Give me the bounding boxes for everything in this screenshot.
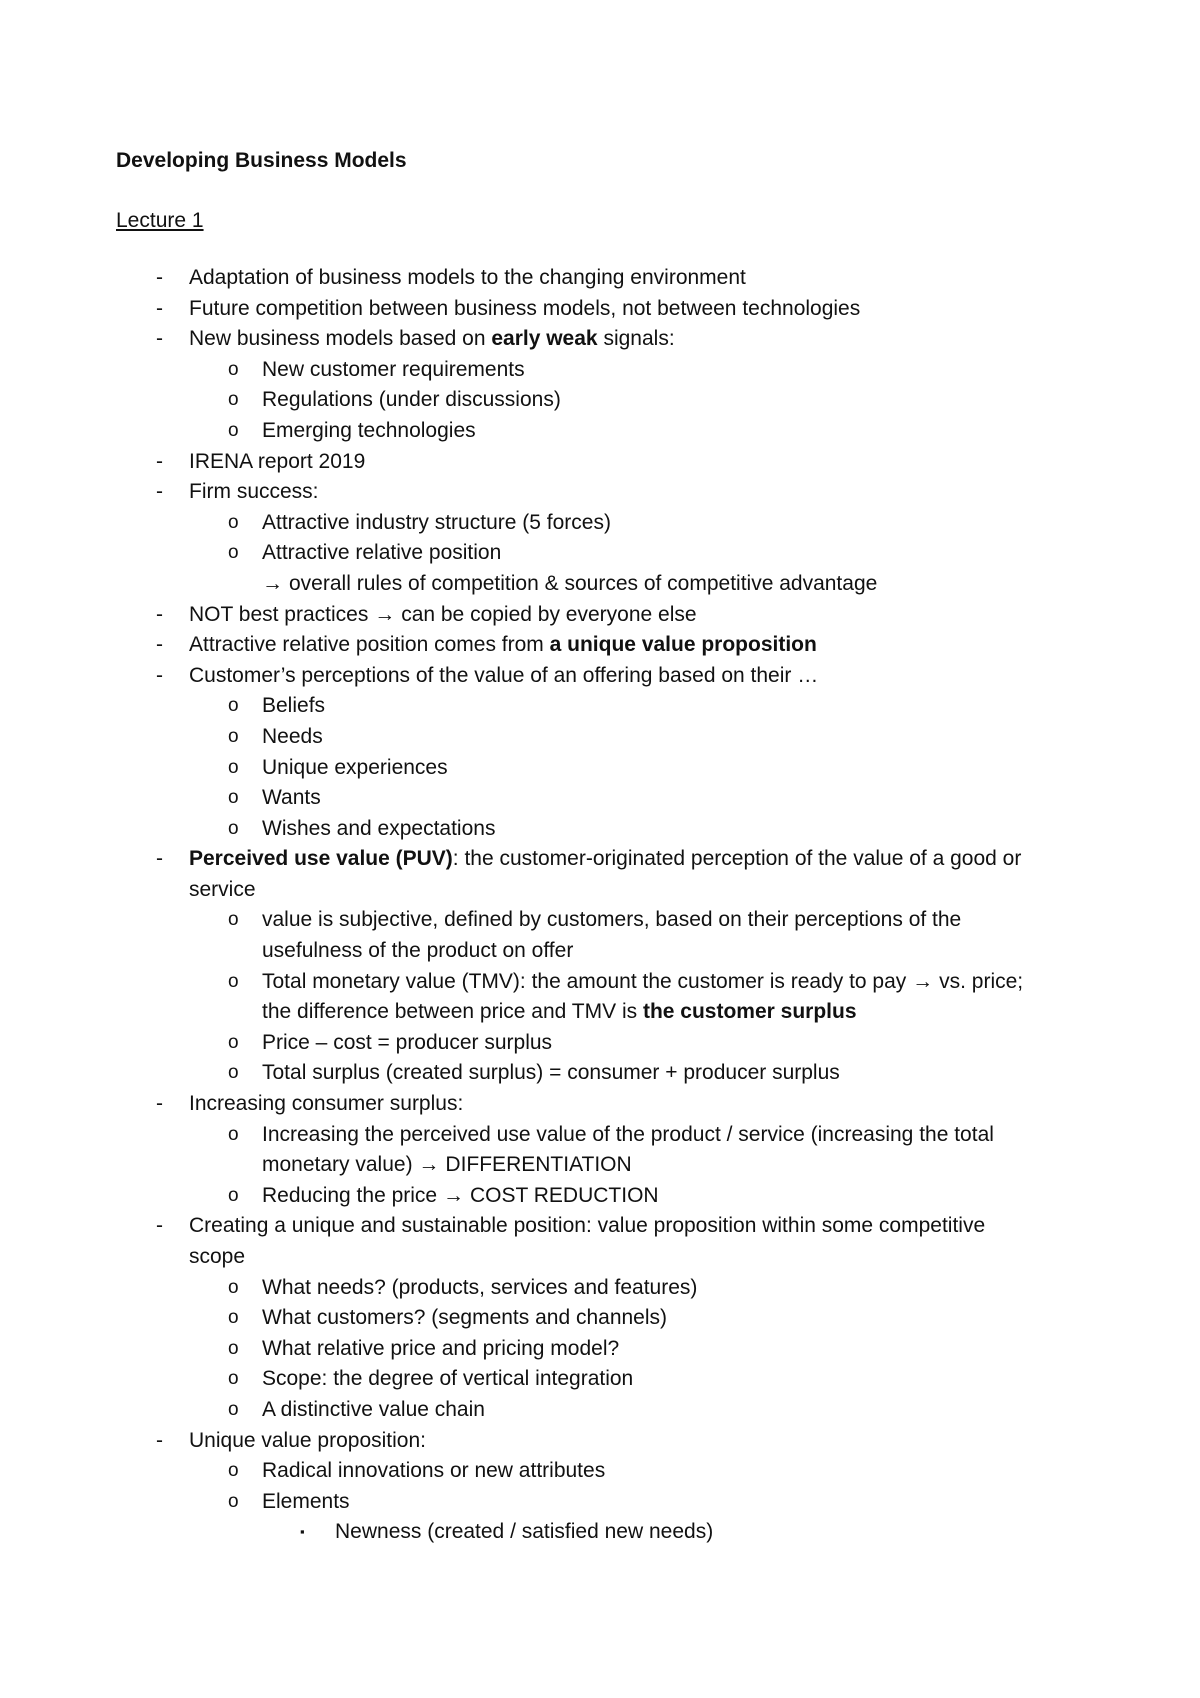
bullet-marker: o <box>228 695 239 717</box>
text-run: Emerging technologies <box>262 418 476 442</box>
note-text <box>262 1303 667 1334</box>
note-text <box>262 691 325 722</box>
arrow-right-icon: → <box>262 571 283 595</box>
text-run: Radical innovations or new attributes <box>262 1459 606 1483</box>
note-line <box>0 1517 1200 1548</box>
arrow-right-icon: → <box>418 1153 440 1177</box>
bullet-marker: o <box>228 756 239 778</box>
note-text <box>189 263 746 294</box>
arrow-right-icon: → <box>912 969 934 993</box>
note-text <box>262 416 476 447</box>
note-line <box>0 1426 1200 1457</box>
note-line <box>0 722 1200 753</box>
text-run: vs. price; <box>939 969 1024 993</box>
text-run: DIFFERENTIATION <box>445 1153 632 1177</box>
bullet-marker: o <box>228 1460 239 1482</box>
text-run: Unique value proposition: <box>189 1428 426 1452</box>
note-line <box>0 1242 1200 1273</box>
note-text <box>262 1273 697 1304</box>
bullet-marker: o <box>228 358 239 380</box>
note-text <box>189 1242 245 1273</box>
bullet-marker: - <box>156 663 163 687</box>
bullet-marker: - <box>156 1428 163 1452</box>
bullet-marker: o <box>228 817 239 839</box>
text-run: IRENA report 2019 <box>189 449 366 473</box>
note-line <box>0 1058 1200 1089</box>
note-text <box>262 905 961 936</box>
text-run: NOT best practices <box>189 602 375 626</box>
text-run: What customers? (segments and channels) <box>262 1306 668 1330</box>
bullet-marker: o <box>228 1062 239 1084</box>
note-line <box>0 1211 1200 1242</box>
note-text <box>189 447 365 478</box>
bullet-marker: o <box>228 970 239 992</box>
notes-list <box>0 263 1200 1548</box>
note-text <box>262 753 448 784</box>
note-line <box>0 691 1200 722</box>
text-run: Increasing the perceived use value of the product / service (increasing the total <box>262 1122 994 1146</box>
note-line <box>0 569 1200 600</box>
text-run: : the customer-originated perception of the value of a good or <box>452 847 1022 871</box>
text-run: Total monetary value (TMV): the amount the customer is ready to pay <box>262 969 913 993</box>
note-line <box>0 1120 1200 1151</box>
note-text <box>189 477 319 508</box>
text-run: Adaptation of business models to the changing environment <box>189 266 746 289</box>
text-run: value is subjective, defined by customers, based on their perceptions of the <box>262 908 962 932</box>
note-line <box>0 753 1200 784</box>
note-line <box>0 1487 1200 1518</box>
note-text <box>262 1395 485 1426</box>
text-run: Needs <box>262 724 323 748</box>
note-text <box>262 1028 552 1059</box>
bullet-marker: o <box>228 725 239 747</box>
note-text <box>189 600 697 631</box>
bullet-marker: - <box>156 480 163 504</box>
bold-text: the customer surplus <box>642 1000 857 1024</box>
note-line <box>0 661 1200 692</box>
note-line <box>0 630 1200 661</box>
bold-text: Perceived use value (PUV) <box>189 847 453 871</box>
note-line <box>0 1395 1200 1426</box>
text-run: Attractive relative position comes from <box>189 633 550 657</box>
arrow-right-icon: → <box>442 1183 464 1207</box>
note-line <box>0 294 1200 325</box>
bullet-marker: - <box>156 602 163 626</box>
note-line <box>0 1028 1200 1059</box>
note-line <box>0 905 1200 936</box>
text-run: Attractive relative position <box>262 541 502 565</box>
note-line <box>0 416 1200 447</box>
bullet-marker: o <box>228 1276 239 1298</box>
note-text <box>189 294 860 325</box>
note-line <box>0 355 1200 386</box>
arrow-right-icon: → <box>374 602 396 626</box>
text-run: Beliefs <box>262 694 326 718</box>
note-line <box>0 967 1200 998</box>
note-line <box>0 508 1200 539</box>
bullet-marker: o <box>228 1123 239 1145</box>
note-text <box>262 997 857 1028</box>
text-run: Newness (created / satisfied new needs) <box>335 1520 714 1544</box>
bullet-marker: - <box>156 449 163 473</box>
note-text <box>262 967 1023 998</box>
bullet-marker: ▪ <box>300 1524 305 1540</box>
note-text <box>189 630 817 661</box>
text-run: Regulations (under discussions) <box>262 388 561 412</box>
bullet-marker: - <box>156 1214 163 1238</box>
text-run: What relative price and pricing model? <box>262 1336 620 1360</box>
bullet-marker: - <box>156 633 163 657</box>
text-run: Future competition between business models, not between technologies <box>189 296 861 320</box>
note-text <box>189 324 675 355</box>
note-text <box>189 844 1021 875</box>
text-run: What needs? (products, services and features) <box>262 1275 698 1299</box>
bullet-marker: o <box>228 1490 239 1512</box>
note-text <box>262 1364 633 1395</box>
text-run: can be copied by everyone else <box>401 602 697 626</box>
text-run: A distinctive value chain <box>262 1397 485 1421</box>
bullet-marker: - <box>156 847 163 871</box>
text-run: Customer’s perceptions of the value of an offering based on their … <box>189 663 819 687</box>
bullet-marker: o <box>228 1031 239 1053</box>
bullet-marker: o <box>228 511 239 533</box>
text-run: monetary value) <box>262 1153 419 1177</box>
bullet-marker: - <box>156 327 163 351</box>
note-text <box>189 1211 985 1242</box>
note-line <box>0 477 1200 508</box>
note-text <box>262 722 323 753</box>
note-line <box>0 814 1200 845</box>
note-text <box>189 1089 463 1120</box>
note-line <box>0 1303 1200 1334</box>
bullet-marker: o <box>228 1337 239 1359</box>
bullet-marker: o <box>228 909 239 931</box>
note-line <box>0 324 1200 355</box>
document-title: Developing Business Models <box>116 149 407 172</box>
bullet-marker: o <box>228 1398 239 1420</box>
note-text <box>262 538 501 569</box>
text-run: New business models based on <box>189 327 492 351</box>
note-text <box>189 875 256 906</box>
bullet-marker: - <box>156 1092 163 1116</box>
note-line <box>0 844 1200 875</box>
note-line <box>0 263 1200 294</box>
note-line <box>0 538 1200 569</box>
note-text <box>262 1487 350 1518</box>
text-run: Reducing the price <box>262 1183 443 1207</box>
bullet-marker: o <box>228 389 239 411</box>
note-line <box>0 783 1200 814</box>
note-line <box>0 1150 1200 1181</box>
bullet-marker: - <box>156 296 163 320</box>
text-run: Wishes and expectations <box>262 816 496 840</box>
text-run: the difference between price and TMV is <box>262 1000 643 1024</box>
bold-text: a unique value proposition <box>549 633 817 657</box>
lecture-heading: Lecture 1 <box>116 209 204 232</box>
note-text <box>262 1058 840 1089</box>
text-run: New customer requirements <box>262 357 525 381</box>
note-text <box>262 814 495 845</box>
text-run: Price – cost = producer surplus <box>262 1030 553 1054</box>
note-text <box>189 661 818 692</box>
note-text <box>262 385 561 416</box>
note-line <box>0 1273 1200 1304</box>
text-run: COST REDUCTION <box>469 1183 659 1207</box>
note-text <box>262 1150 632 1181</box>
text-run: Scope: the degree of vertical integration <box>262 1367 634 1391</box>
note-text <box>262 936 573 967</box>
note-line <box>0 385 1200 416</box>
note-line <box>0 1364 1200 1395</box>
note-line <box>0 875 1200 906</box>
note-text <box>262 569 877 600</box>
text-run: Attractive industry structure (5 forces) <box>262 510 611 534</box>
note-line <box>0 936 1200 967</box>
note-text <box>262 508 611 539</box>
text-run: Elements <box>262 1489 350 1513</box>
text-run: overall rules of competition & sources of competitive advantage <box>289 571 878 595</box>
bullet-marker: - <box>156 266 163 289</box>
note-text <box>262 355 525 386</box>
text-run: Increasing consumer surplus: <box>189 1092 464 1116</box>
note-line <box>0 1181 1200 1212</box>
note-line <box>0 997 1200 1028</box>
bullet-marker: o <box>228 542 239 564</box>
text-run: Creating a unique and sustainable position: value proposition within some competitive <box>189 1214 986 1238</box>
note-text <box>262 1456 605 1487</box>
text-run: signals: <box>597 327 675 351</box>
note-text <box>189 1426 426 1457</box>
text-run: service <box>189 877 256 901</box>
note-text <box>335 1517 713 1548</box>
bullet-marker: o <box>228 1307 239 1329</box>
note-line <box>0 447 1200 478</box>
note-line <box>0 600 1200 631</box>
bullet-marker: o <box>228 787 239 809</box>
note-text <box>262 783 321 814</box>
note-text <box>262 1181 659 1212</box>
note-text <box>262 1120 994 1151</box>
text-run: Total surplus (created surplus) = consumer + producer surplus <box>262 1061 840 1085</box>
bullet-marker: o <box>228 1184 239 1206</box>
text-run: Wants <box>262 786 321 810</box>
bullet-marker: o <box>228 419 239 441</box>
note-line <box>0 1334 1200 1365</box>
bullet-marker: o <box>228 1368 239 1390</box>
note-line <box>0 1089 1200 1120</box>
note-text <box>262 1334 619 1365</box>
text-run: Firm success: <box>189 480 319 504</box>
text-run: usefulness of the product on offer <box>262 939 574 963</box>
text-run: Unique experiences <box>262 755 448 779</box>
note-line <box>0 1456 1200 1487</box>
text-run: scope <box>189 1245 246 1268</box>
bold-text: early weak <box>491 327 598 351</box>
